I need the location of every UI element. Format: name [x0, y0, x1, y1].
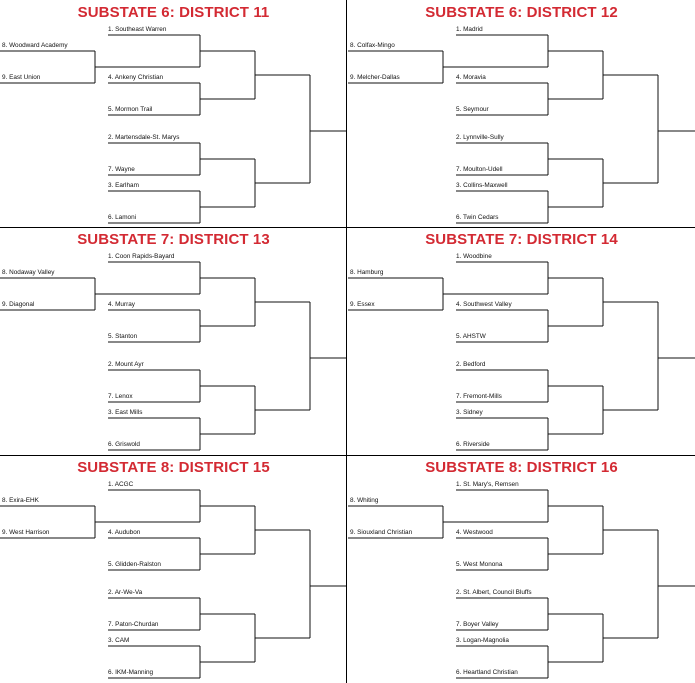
team-label: 1. Madrid	[456, 26, 483, 33]
team-label: 6. IKM-Manning	[108, 669, 154, 676]
district-panel	[348, 227, 695, 455]
team-label: 4. Westwood	[456, 529, 493, 536]
team-label: 7. Boyer Valley	[456, 621, 499, 628]
team-label: 6. Riverside	[456, 441, 490, 448]
team-label: 9. East Union	[2, 74, 41, 81]
team-label: 5. Mormon Trail	[108, 106, 153, 113]
team-label: 7. Moulton-Udell	[456, 166, 503, 173]
team-label: 5. Stanton	[108, 333, 138, 340]
team-label: 7. Paton-Churdan	[108, 621, 159, 628]
team-label: 4. Moravia	[456, 74, 486, 81]
district-panel	[348, 455, 695, 683]
district-title: SUBSTATE 8: DISTRICT 15	[77, 459, 270, 476]
team-label: 2. Lynnville-Sully	[456, 134, 504, 141]
team-label: 9. West Harrison	[2, 529, 50, 536]
team-label: 6. Griswold	[108, 441, 140, 448]
team-label: 5. AHSTW	[456, 333, 486, 340]
team-label: 4. Ankeny Christian	[108, 74, 164, 81]
district-panel	[0, 227, 347, 455]
bracket-lines	[0, 227, 347, 455]
team-label: 5. West Monona	[456, 561, 503, 568]
team-label: 9. Melcher-Dallas	[350, 74, 400, 81]
team-label: 8. Colfax-Mingo	[350, 42, 395, 49]
team-label: 4. Southwest Valley	[456, 301, 512, 308]
district-panel	[0, 0, 347, 227]
team-label: 5. Glidden-Ralston	[108, 561, 161, 568]
team-label: 7. Wayne	[108, 166, 135, 173]
team-label: 2. St. Albert, Council Bluffs	[456, 589, 532, 596]
team-label: 5. Seymour	[456, 106, 489, 113]
team-label: 1. Southeast Warren	[108, 26, 167, 33]
district-title: SUBSTATE 6: DISTRICT 11	[77, 4, 270, 21]
team-label: 9. Essex	[350, 301, 375, 308]
team-label: 2. Bedford	[456, 361, 486, 368]
team-label: 6. Heartland Christian	[456, 669, 518, 676]
district-title: SUBSTATE 8: DISTRICT 16	[425, 459, 618, 476]
district-title: SUBSTATE 7: DISTRICT 13	[77, 231, 270, 248]
team-label: 1. ACGC	[108, 481, 134, 488]
team-label: 8. Whiting	[350, 497, 379, 504]
bracket-lines	[348, 227, 695, 455]
team-label: 2. Ar-We-Va	[108, 589, 143, 596]
bracket-lines	[0, 0, 347, 227]
vertical-divider	[346, 0, 347, 683]
team-label: 1. Coon Rapids-Bayard	[108, 253, 175, 260]
bracket-lines	[348, 0, 695, 227]
team-label: 9. Siouxland Christian	[350, 529, 413, 536]
team-label: 6. Lamoni	[108, 214, 137, 221]
team-label: 3. CAM	[108, 637, 130, 644]
team-label: 3. Collins-Maxwell	[456, 182, 508, 189]
team-label: 8. Nodaway Valley	[2, 269, 55, 276]
team-label: 3. Logan-Magnolia	[456, 637, 509, 644]
district-panel	[348, 0, 695, 227]
team-label: 6. Twin Cedars	[456, 214, 499, 221]
team-label: 4. Murray	[108, 301, 135, 308]
bracket-lines	[0, 455, 347, 683]
team-label: 8. Hamburg	[350, 269, 384, 276]
team-label: 9. Diagonal	[2, 301, 35, 308]
team-label: 4. Audubon	[108, 529, 141, 536]
district-title: SUBSTATE 7: DISTRICT 14	[425, 231, 618, 248]
team-label: 1. Woodbine	[456, 253, 492, 260]
team-label: 3. Sidney	[456, 409, 483, 416]
horizontal-divider	[0, 455, 695, 456]
team-label: 7. Lenox	[108, 393, 133, 400]
bracket-lines	[348, 455, 695, 683]
district-panel	[0, 455, 347, 683]
team-label: 8. Woodward Academy	[2, 42, 68, 49]
team-label: 3. East Mills	[108, 409, 143, 416]
team-label: 1. St. Mary's, Remsen	[456, 481, 519, 488]
team-label: 7. Fremont-Mills	[456, 393, 502, 400]
team-label: 2. Martensdale-St. Marys	[108, 134, 180, 141]
district-title: SUBSTATE 6: DISTRICT 12	[425, 4, 618, 21]
team-label: 8. Exira-EHK	[2, 497, 39, 504]
team-label: 3. Earlham	[108, 182, 139, 189]
team-label: 2. Mount Ayr	[108, 361, 144, 368]
horizontal-divider	[0, 227, 695, 228]
